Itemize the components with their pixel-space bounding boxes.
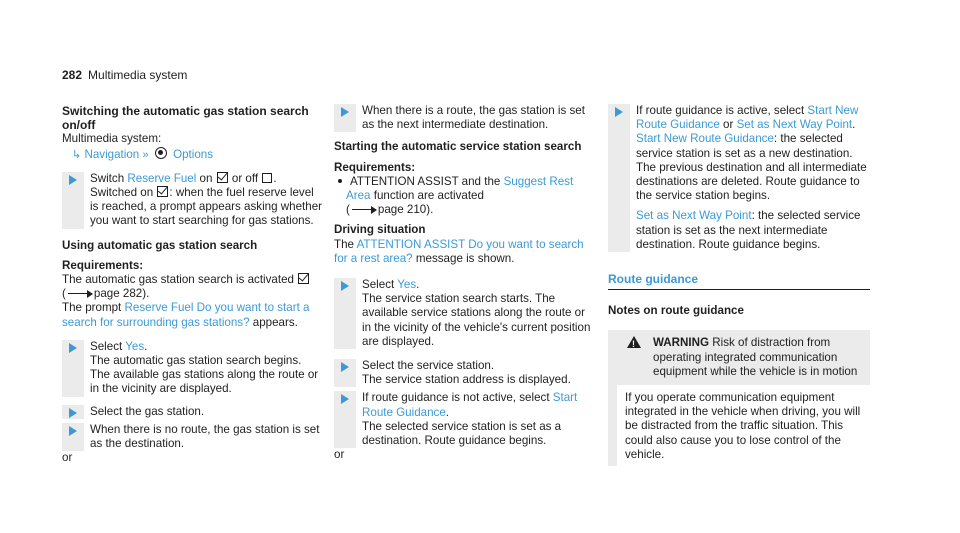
heading-service-station-search: Starting the automatic service station search — [334, 140, 582, 154]
step-route-guidance-active: If route guidance is active, select Start New Route Guidance or Set as Next Way Point. Start New Route Guidance: the selected service station is set as a new destination. The previous destination and all intermediate destinations are deleted. Route guidance to the service station begins. Set as Next Way Point: the selected service station is set as the next intermediate destination. Route guidance begins. — [608, 104, 870, 252]
warning-box — [608, 330, 870, 466]
step-no-route: When there is no route, the gas station is set as the destination. — [62, 423, 324, 451]
driving-situation-heading: Driving situation — [334, 223, 426, 237]
requirements-heading: Requirements: — [334, 160, 416, 174]
column-1 — [62, 104, 324, 465]
nav-options-link[interactable]: Options — [173, 147, 214, 161]
checkbox-checked-icon — [217, 172, 228, 183]
checkbox-checked-icon — [157, 186, 168, 197]
step-arrow-icon — [341, 281, 349, 291]
driving-situation-text: The ATTENTION ASSIST Do you want to search for a rest area? message is shown. — [334, 237, 584, 265]
page-header — [62, 68, 187, 82]
nav-navigation-link[interactable]: Navigation — [84, 147, 140, 161]
requirements-item: ATTENTION ASSIST and the Suggest Rest Area function are activated ( page 210). — [334, 175, 596, 218]
requirements-text: The automatic gas station search is activated ( page 282). — [62, 273, 324, 301]
reserve-fuel-option[interactable]: Reserve Fuel — [127, 171, 197, 185]
start-new-route-guidance-option[interactable]: Start New Route Guidance — [636, 104, 859, 132]
page-ref-arrow-icon — [352, 209, 376, 210]
step-select-service-station: Select the service station. The service station address is displayed. — [334, 359, 596, 387]
yes-option[interactable]: Yes — [397, 278, 417, 292]
step-select-yes: Select Yes. The automatic gas station search begins. The available gas stations along the route or in the vicinity are displayed. — [62, 340, 324, 397]
step-arrow-icon — [341, 362, 349, 372]
nav-return-arrow-icon: ↳ — [72, 148, 82, 161]
step-route-exists: When there is a route, the gas station is set as the next intermediate destination. — [334, 104, 596, 132]
step-arrow-icon — [69, 175, 77, 185]
warning-label: WARNING — [653, 336, 710, 350]
heading-gas-search-toggle: Switching the automatic gas station search on/off — [62, 104, 309, 133]
page-ref-arrow-icon — [68, 293, 92, 294]
step-arrow-icon — [69, 426, 77, 436]
yes-option[interactable]: Yes — [125, 339, 145, 353]
step-arrow-icon — [341, 394, 349, 404]
set-as-next-way-point-label: Set as Next Way Point — [636, 209, 752, 223]
set-as-next-way-point-option[interactable]: Set as Next Way Point — [736, 118, 853, 132]
gear-icon — [155, 147, 167, 159]
column-2 — [334, 104, 596, 462]
warning-header — [617, 330, 870, 385]
double-chevron-icon: » — [142, 148, 149, 161]
page-number: 282 — [62, 68, 83, 82]
checkbox-checked-icon — [298, 273, 309, 284]
column-3 — [608, 104, 870, 466]
bullet-icon — [338, 179, 342, 183]
prompt-text: The prompt Reserve Fuel Do you want to start a search for surrounding gas stations? appears. — [62, 301, 310, 329]
suggest-rest-area-option[interactable]: Suggest Rest Area — [346, 174, 574, 203]
or-label: or — [62, 451, 73, 465]
step-arrow-icon — [69, 343, 77, 353]
step-arrow-icon — [69, 408, 77, 418]
step-select-yes: Select Yes. The service station search starts. The available service stations along the route or in the vicinity of the vehicle's current position are displayed. — [334, 278, 596, 349]
step-switch-reserve-fuel: Switch Reserve Fuel on or off . Switched on : when the fuel reserve level is reached, a prompt appears asking whether you want to start searching for gas stations. — [62, 172, 324, 229]
page-title: Multimedia system — [88, 68, 188, 82]
warning-title: Risk of distraction from operating integrated communication equipment while the vehicle is in motion — [653, 336, 858, 378]
requirements-heading: Requirements: — [62, 258, 144, 272]
warning-body: If you operate communication equipment integrated in the vehicle when driving, you will be distracted from the traffic situation. This could also cause you to lose control of the vehicle. — [625, 391, 861, 461]
notes-heading: Notes on route guidance — [608, 304, 744, 318]
step-start-route-guidance: If route guidance is not active, select Start Route Guidance. The selected service station is set as a destination. Route guidance begins. — [334, 391, 596, 448]
nav-path — [62, 147, 324, 162]
start-new-route-guidance-label: Start New Route Guidance — [636, 132, 774, 146]
checkbox-empty-icon — [262, 173, 272, 183]
step-arrow-icon — [615, 107, 623, 117]
step-arrow-icon — [341, 107, 349, 117]
heading-using-gas-search: Using automatic gas station search — [62, 238, 258, 252]
or-label: or — [334, 448, 345, 462]
warning-triangle-icon — [627, 336, 641, 348]
attention-assist-message: ATTENTION ASSIST Do you want to search for a rest area? — [334, 237, 584, 265]
step-select-gas-station: Select the gas station. — [62, 405, 324, 419]
prompt-message: Reserve Fuel Do you want to start a search for surrounding gas stations? — [62, 301, 310, 329]
start-route-guidance-option[interactable]: Start Route Guidance — [362, 391, 578, 419]
section-route-guidance: Route guidance — [608, 272, 870, 290]
system-label: Multimedia system: — [62, 132, 162, 146]
